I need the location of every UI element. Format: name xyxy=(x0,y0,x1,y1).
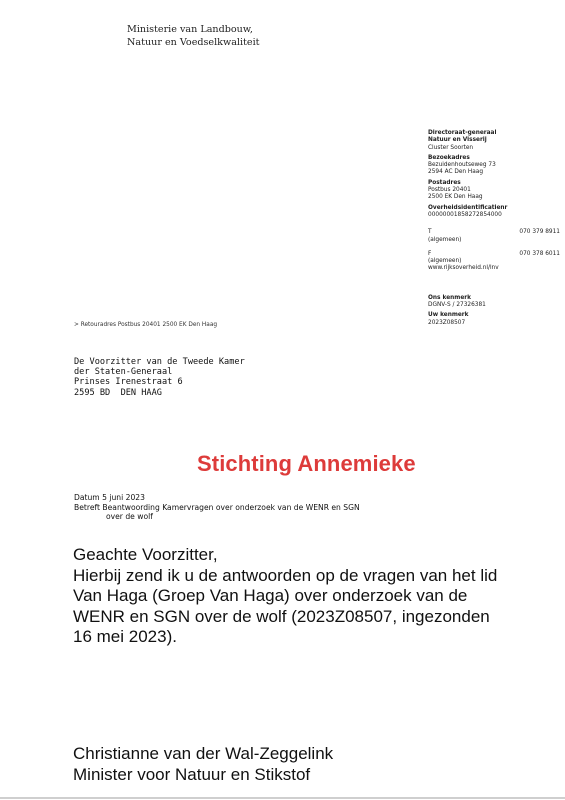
letter-body xyxy=(73,545,503,648)
ministry-name-line1: Ministerie van Landbouw, xyxy=(127,24,253,35)
subject-line2: over de wolf xyxy=(106,512,153,522)
date-line: Datum 5 juni 2023 xyxy=(74,493,145,502)
recipient-line1: De Voorzitter van de Tweede Kamer xyxy=(74,357,245,367)
government-id-block xyxy=(428,205,560,220)
fax-number: 070 378 6011 xyxy=(519,250,560,257)
postal-address-block xyxy=(428,180,560,202)
salutation: Geachte Voorzitter, xyxy=(73,545,218,564)
ministry-header xyxy=(127,24,260,49)
sender-info-column xyxy=(428,130,560,330)
our-reference-label: Ons kenmerk xyxy=(428,294,471,301)
postal-address-line1: Postbus 20401 xyxy=(428,187,471,194)
body-paragraph: Hierbij zend ik u de antwoorden op de vragen van het lid Van Haga (Groep Van Haga) over onderzoek van de WENR en SGN over de wolf (2023Z08507, ingezonden 16 mei 2023). xyxy=(73,565,498,647)
subject-line1: Betreft Beantwoording Kamervragen over onderzoek van de WENR en SGN xyxy=(74,502,360,512)
stamp-annotation: Stichting Annemieke xyxy=(197,451,416,476)
phone-number: 070 379 8911 xyxy=(519,229,560,236)
department-block xyxy=(428,130,560,152)
postal-address-line2: 2500 EK Den Haag xyxy=(428,194,483,201)
website-link[interactable]: www.rijksoverheid.nl/lnv xyxy=(428,265,499,272)
signatory-title: Minister voor Natuur en Stikstof xyxy=(73,764,311,784)
your-reference-value: 2023Z08507 xyxy=(428,319,466,326)
return-address: > Retouradres Postbus 20401 2500 EK Den Haag xyxy=(74,322,218,328)
phone-prefix: T xyxy=(428,229,432,236)
government-id-value: 00000001858272854000 xyxy=(428,211,502,218)
department-line1: Directoraat-generaal xyxy=(428,130,497,136)
phone-note: (algemeen) xyxy=(428,236,462,243)
ministry-name-line2: Natuur en Voedselkwaliteit xyxy=(127,36,260,48)
bottom-divider xyxy=(0,797,565,799)
visit-address-block xyxy=(428,155,560,177)
fax-prefix: F xyxy=(428,250,432,257)
visit-address-label: Bezoekadres xyxy=(428,154,470,161)
our-reference-value: DGNV-S / 27326381 xyxy=(428,302,486,309)
visit-address-line2: 2594 AC Den Haag xyxy=(428,169,484,176)
recipient-line3: Prinses Irenestraat 6 xyxy=(74,377,183,388)
our-reference-block xyxy=(428,295,560,310)
fax-note: (algemeen) xyxy=(428,258,462,265)
fax-row xyxy=(428,251,560,258)
your-reference-label: Uw kenmerk xyxy=(428,312,469,319)
recipient-line2: der Staten-Generaal xyxy=(74,367,173,378)
signature-block xyxy=(73,744,333,785)
department-line3: Cluster Soorten xyxy=(428,144,474,151)
department-line2: Natuur en Visserij xyxy=(428,137,487,144)
your-reference-block xyxy=(428,312,560,327)
postal-address-label: Postadres xyxy=(428,179,461,186)
recipient-address xyxy=(74,357,245,398)
recipient-line4: 2595 BD DEN HAAG xyxy=(74,387,162,398)
visit-address-line1: Bezuidenhoutseweg 73 xyxy=(428,162,496,169)
signatory-name: Christianne van der Wal-Zeggelink xyxy=(73,744,334,763)
letter-meta xyxy=(74,493,360,522)
government-id-label: Overheidsidentificatienr xyxy=(428,204,508,211)
phone-row xyxy=(428,229,560,236)
